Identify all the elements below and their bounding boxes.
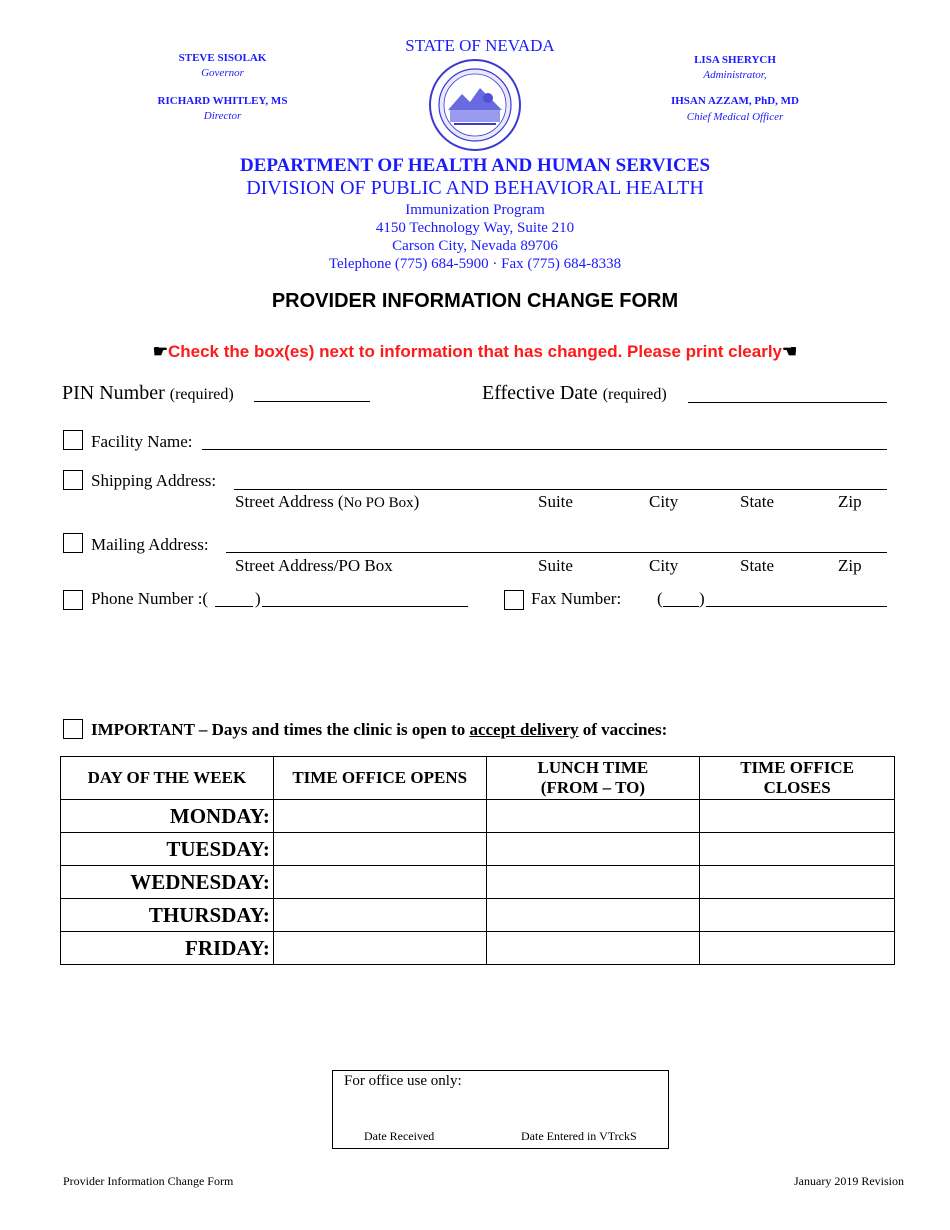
shipping-state-caption: State [740,492,774,511]
table-row [61,932,895,965]
director-title: Director [203,110,242,122]
office-use-box [332,1070,669,1149]
mailing-state-caption: State [740,556,774,575]
pointing-hand-left-icon: ☚ [782,342,798,361]
mailing-zip-caption: Zip [838,556,862,575]
mailing-suite-caption: Suite [538,556,573,575]
governor-name: STEVE SISOLAK [178,52,267,64]
delivery-hours-heading [91,720,667,740]
pin-input-line[interactable] [254,401,370,402]
date-received-label: Date Received [364,1129,435,1143]
department-name: DEPARTMENT OF HEALTH AND HUMAN SERVICES [239,155,711,176]
delivery-hours-checkbox[interactable] [63,719,83,739]
fax-number-line[interactable] [706,606,887,607]
header-closes-line1: TIME OFFICE [740,758,855,777]
fax-label: Fax Number: [531,589,622,608]
facility-label: Facility Name: [91,432,193,451]
table-row [61,899,895,932]
mailing-street-caption: Street Address/PO Box [235,556,393,575]
facility-input-line[interactable] [202,449,887,450]
shipping-label: Shipping Address: [91,471,217,490]
mailing-label: Mailing Address: [91,535,209,554]
shipping-street-text: Street Address ( [235,492,344,511]
contact-line: Telephone (775) 684-5900 · Fax (775) 684-8338 [328,256,622,272]
address-line-2: Carson City, Nevada 89706 [392,238,558,254]
date-entered-label: Date Entered in VTrckS [521,1129,637,1143]
administrator-name: LISA SHERYCH [694,54,776,66]
address-line-1: 4150 Technology Way, Suite 210 [375,220,575,236]
wednesday-opens-cell[interactable] [273,866,486,899]
phone-area-code-line[interactable] [215,606,253,607]
header-lunch-line2: (FROM – TO) [540,778,645,797]
friday-closes-cell[interactable] [700,932,895,965]
shipping-street-end: ) [413,492,420,511]
fax-paren-open: ( [657,589,663,608]
phone-checkbox[interactable] [63,590,83,610]
shipping-checkbox[interactable] [63,470,83,490]
tuesday-lunch-cell[interactable] [486,833,700,866]
pointing-hand-right-icon: ☛ [152,342,168,361]
shipping-street-caption [235,492,419,512]
friday-lunch-cell[interactable] [486,932,700,965]
shipping-zip-caption: Zip [838,492,862,511]
fax-paren-close: ) [699,589,705,608]
form-title: PROVIDER INFORMATION CHANGE FORM [271,290,679,312]
important-lead: IMPORTANT – Days and times the clinic is open to [91,720,470,739]
delivery-schedule-table [60,756,895,965]
administrator-title: Administrator, [703,69,767,81]
header-closes-line2: CLOSES [763,778,831,797]
wednesday-closes-cell[interactable] [700,866,895,899]
pin-label-text: PIN Number [62,382,165,404]
monday-lunch-cell[interactable] [486,800,700,833]
effective-date-required: (required) [602,386,667,403]
thursday-opens-cell[interactable] [273,899,486,932]
important-tail: of vaccines: [578,720,668,739]
table-row [61,800,895,833]
monday-closes-cell[interactable] [700,800,895,833]
phone-label: Phone Number :( [91,589,209,608]
day-tuesday: TUESDAY: [61,833,274,866]
phone-paren-close: ) [255,589,261,608]
effective-date-label [482,382,667,405]
important-underlined: accept delivery [469,720,579,739]
header-lunch-line1: LUNCH TIME [537,758,649,777]
nevada-seal-icon [428,58,522,152]
footer-form-name: Provider Information Change Form [63,1174,234,1188]
governor-title: Governor [201,67,244,79]
pin-required: (required) [169,386,234,403]
division-name: DIVISION OF PUBLIC AND BEHAVIORAL HEALTH [246,177,704,199]
cmo-name: IHSAN AZZAM, PhD, MD [670,95,800,107]
instruction-text: Check the box(es) next to information that has changed. Please print clearly [167,342,783,361]
header-day-of-week: DAY OF THE WEEK [61,757,274,800]
state-heading: STATE OF NEVADA [405,36,555,55]
director-name: RICHARD WHITLEY, MS [157,95,288,107]
header-time-closes [700,757,895,800]
shipping-input-line[interactable] [234,489,887,490]
mailing-checkbox[interactable] [63,533,83,553]
thursday-closes-cell[interactable] [700,899,895,932]
day-thursday: THURSDAY: [61,899,274,932]
phone-number-line[interactable] [262,606,468,607]
day-wednesday: WEDNESDAY: [61,866,274,899]
shipping-city-caption: City [649,492,679,511]
header-time-opens: TIME OFFICE OPENS [273,757,486,800]
facility-checkbox[interactable] [63,430,83,450]
mailing-input-line[interactable] [226,552,887,553]
footer-revision: January 2019 Revision [794,1174,904,1188]
shipping-suite-caption: Suite [538,492,573,511]
day-friday: FRIDAY: [61,932,274,965]
friday-opens-cell[interactable] [273,932,486,965]
wednesday-lunch-cell[interactable] [486,866,700,899]
tuesday-closes-cell[interactable] [700,833,895,866]
pin-label [62,382,234,405]
mailing-city-caption: City [649,556,679,575]
program-name: Immunization Program [405,202,545,218]
header-lunch-time [486,757,700,800]
day-monday: MONDAY: [61,800,274,833]
table-row [61,866,895,899]
effective-date-input-line[interactable] [688,402,887,403]
thursday-lunch-cell[interactable] [486,899,700,932]
tuesday-opens-cell[interactable] [273,833,486,866]
fax-area-code-line[interactable] [663,606,699,607]
shipping-no-po-box: No PO Box [343,495,414,511]
effective-date-label-text: Effective Date [482,382,598,404]
cmo-title: Chief Medical Officer [686,111,784,123]
instruction-line [0,342,950,362]
schedule-header-row [61,757,895,800]
monday-opens-cell[interactable] [273,800,486,833]
fax-checkbox[interactable] [504,590,524,610]
office-use-title: For office use only: [344,1073,462,1089]
table-row [61,833,895,866]
